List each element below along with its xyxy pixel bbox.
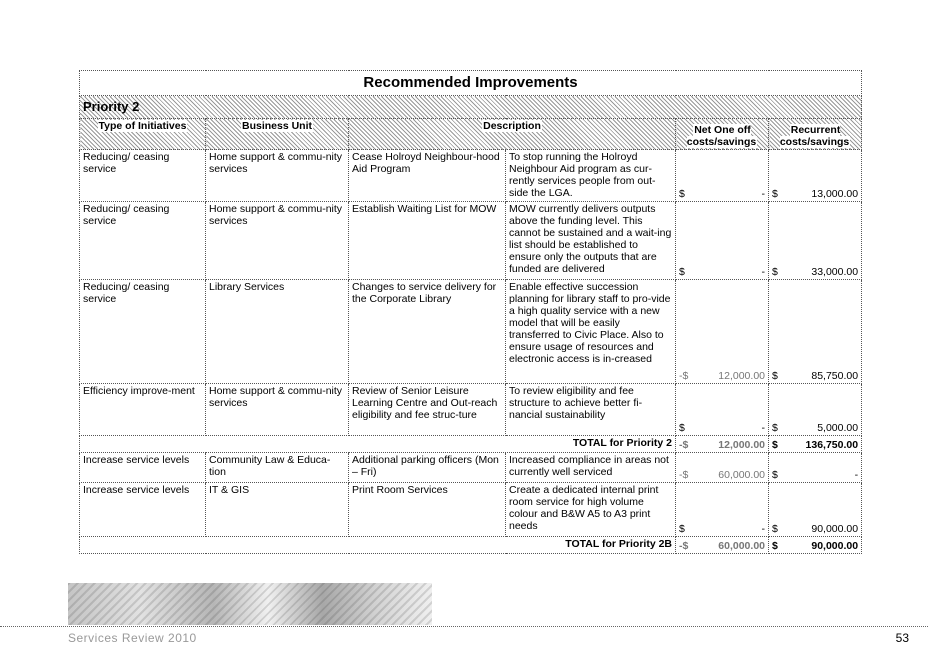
initiative-detail: Create a dedicated internal print room service for high volume colour and B&W A5 to A3 print needs <box>506 483 676 537</box>
recurrent-cost-amount <box>772 523 858 535</box>
table-row <box>80 280 862 384</box>
header-description: Description <box>349 119 676 150</box>
business-unit: Home support & commu-nity services <box>206 150 349 202</box>
currency-symbol: -$ <box>679 540 689 552</box>
currency-symbol: -$ <box>679 370 689 382</box>
initiative-type: Reducing/ ceasing service <box>80 202 206 280</box>
header-type: Type of Initiatives <box>80 119 206 150</box>
initiative-detail: To review eligibility and fee structure to achieve better fi-nancial sustainability <box>506 384 676 436</box>
amount-value: 136,750.00 <box>805 439 859 451</box>
recurrent-cost <box>769 280 862 384</box>
currency-symbol: $ <box>772 469 778 481</box>
currency-symbol: $ <box>772 266 778 278</box>
amount-value: 5,000.00 <box>817 422 859 434</box>
initiative-type: Efficiency improve-ment <box>80 384 206 436</box>
initiative-detail: MOW currently delivers outputs above the funding level. This cannot be sustained and a wait-ing list should be established to ensure only the outputs that are funded are delivered <box>506 202 676 280</box>
business-unit: IT & GIS <box>206 483 349 537</box>
currency-symbol: $ <box>679 266 685 278</box>
total-net-amount <box>679 540 765 552</box>
business-unit: Community Law & Educa-tion <box>206 453 349 483</box>
total-recurrent-amount <box>772 439 858 451</box>
total-recurrent <box>769 537 862 554</box>
table-row <box>80 202 862 280</box>
business-unit: Home support & commu-nity services <box>206 384 349 436</box>
currency-symbol: $ <box>772 540 778 552</box>
table-row <box>80 483 862 537</box>
initiative-name: Additional parking officers (Mon – Fri) <box>349 453 506 483</box>
recurrent-cost <box>769 384 862 436</box>
net-cost-amount <box>679 370 765 382</box>
business-unit: Library Services <box>206 280 349 384</box>
business-unit: Home support & commu-nity services <box>206 202 349 280</box>
net-cost <box>676 384 769 436</box>
amount-value: 60,000.00 <box>718 540 765 552</box>
improvements-table-wrap <box>79 70 861 554</box>
currency-symbol: $ <box>772 439 778 451</box>
amount-value: 85,750.00 <box>811 370 859 382</box>
initiative-name: Changes to service delivery for the Corporate Library <box>349 280 506 384</box>
page-number: 53 <box>895 631 909 645</box>
header-recurrent: Recurrent costs/savings <box>769 119 862 150</box>
amount-value: 12,000.00 <box>718 370 765 382</box>
amount-value: - <box>761 188 765 200</box>
footer-divider <box>0 626 928 627</box>
total-net-amount <box>679 439 765 451</box>
initiative-name: Cease Holroyd Neighbour-hood Aid Program <box>349 150 506 202</box>
total-label: TOTAL for Priority 2B <box>80 537 676 554</box>
amount-value: 33,000.00 <box>811 266 859 278</box>
initiative-name: Establish Waiting List for MOW <box>349 202 506 280</box>
header-net: Net One off costs/savings <box>676 119 769 150</box>
amount-value: 90,000.00 <box>811 540 859 552</box>
footer-photo-strip <box>68 583 432 625</box>
initiative-type: Reducing/ ceasing service <box>80 280 206 384</box>
currency-symbol: -$ <box>679 469 689 481</box>
currency-symbol: $ <box>772 523 778 535</box>
recurrent-cost-amount <box>772 188 858 200</box>
header-unit: Business Unit <box>206 119 349 150</box>
amount-value: - <box>761 422 765 434</box>
amount-value: - <box>761 523 765 535</box>
recurrent-cost-amount <box>772 422 858 434</box>
currency-symbol: $ <box>772 422 778 434</box>
recurrent-cost-amount <box>772 469 858 481</box>
initiative-type: Reducing/ ceasing service <box>80 150 206 202</box>
net-cost-amount <box>679 523 765 535</box>
net-cost-amount <box>679 469 765 481</box>
total-row <box>80 436 862 453</box>
amount-value: 60,000.00 <box>718 469 765 481</box>
amount-value: - <box>761 266 765 278</box>
amount-value: 13,000.00 <box>811 188 859 200</box>
footer-title: Services Review 2010 <box>68 631 197 645</box>
recurrent-cost <box>769 202 862 280</box>
net-cost <box>676 483 769 537</box>
total-recurrent-amount <box>772 540 858 552</box>
initiative-detail: Enable effective succession planning for library staff to pro-vide a high quality service with a new model that will be easily transferred to Civic Place. Also to ensure usage of resources and electronic access is in-creased <box>506 280 676 384</box>
net-cost <box>676 280 769 384</box>
table-title: Recommended Improvements <box>80 71 862 96</box>
net-cost <box>676 202 769 280</box>
amount-value: - <box>854 469 859 481</box>
initiative-detail: To stop running the Holroyd Neighbour Aid program as cur-rently services people from out-side the LGA. <box>506 150 676 202</box>
total-net <box>676 537 769 554</box>
recurrent-cost <box>769 483 862 537</box>
initiative-detail: Increased compliance in areas not currently well serviced <box>506 453 676 483</box>
initiative-name: Print Room Services <box>349 483 506 537</box>
total-label: TOTAL for Priority 2 <box>80 436 676 453</box>
recurrent-cost <box>769 453 862 483</box>
table-row <box>80 150 862 202</box>
total-row <box>80 537 862 554</box>
initiative-name: Review of Senior Leisure Learning Centre and Out-reach eligibility and fee struc-ture <box>349 384 506 436</box>
total-recurrent <box>769 436 862 453</box>
currency-symbol: $ <box>679 188 685 200</box>
total-net <box>676 436 769 453</box>
amount-value: 90,000.00 <box>811 523 859 535</box>
initiative-type: Increase service levels <box>80 483 206 537</box>
currency-symbol: -$ <box>679 439 689 451</box>
priority-label: Priority 2 <box>83 99 140 114</box>
priority-heading <box>80 96 862 119</box>
net-cost-amount <box>679 422 765 434</box>
initiative-type: Increase service levels <box>80 453 206 483</box>
table-row <box>80 384 862 436</box>
recurrent-cost-amount <box>772 370 858 382</box>
net-cost-amount <box>679 188 765 200</box>
net-cost <box>676 453 769 483</box>
amount-value: 12,000.00 <box>718 439 765 451</box>
table-row <box>80 453 862 483</box>
improvements-table <box>79 70 862 554</box>
net-cost <box>676 150 769 202</box>
currency-symbol: $ <box>679 422 685 434</box>
currency-symbol: $ <box>772 370 778 382</box>
recurrent-cost-amount <box>772 266 858 278</box>
currency-symbol: $ <box>772 188 778 200</box>
currency-symbol: $ <box>679 523 685 535</box>
recurrent-cost <box>769 150 862 202</box>
net-cost-amount <box>679 266 765 278</box>
